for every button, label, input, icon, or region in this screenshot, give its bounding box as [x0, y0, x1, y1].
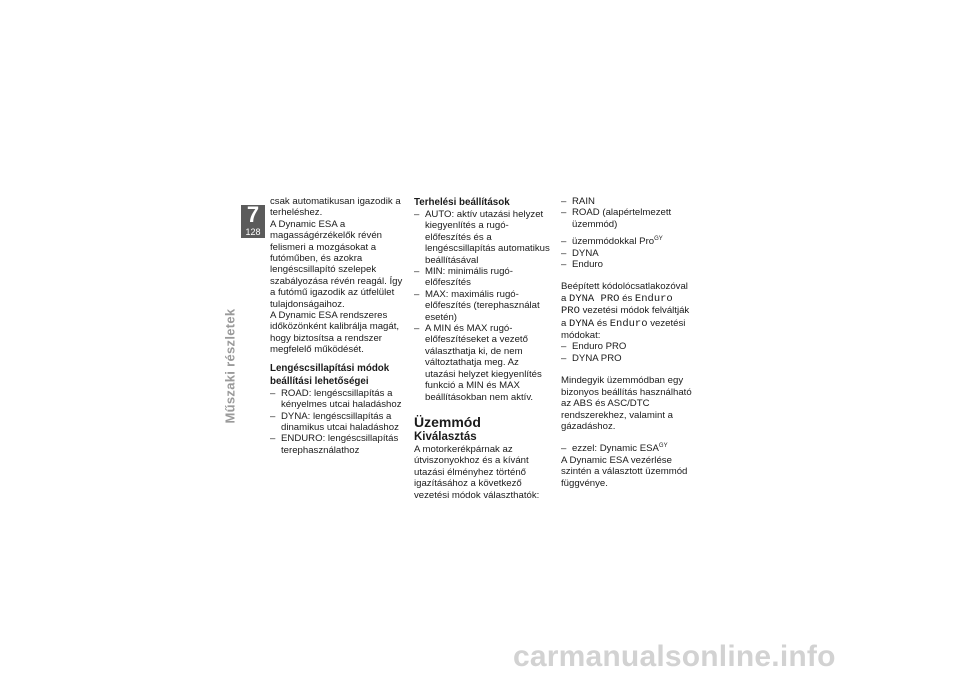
damping-modes-heading: Lengéscsillapítási módok beállítási lehetőségei	[270, 362, 390, 387]
subsection-title: Kiválasztás	[414, 430, 477, 443]
load-settings-heading: Terhelési beállítások	[414, 197, 510, 208]
esa-control-paragraph: A Dynamic ESA vezérlése szintén a választott üzemmód függvénye.	[561, 454, 688, 489]
list-item: – AUTO: aktív utazási helyzet kiegyenlítés a rugó-előfeszítés és a lengéscsillapítás automatikus beállításával	[414, 209, 550, 266]
page-number: 128	[245, 227, 261, 237]
list-item: – Enduro	[561, 259, 697, 270]
list-item: – DYNA PRO	[561, 353, 697, 364]
mode-selection-paragraph: A motorkerékpárnak az útviszonyokhoz és a kívánt utazási élményhez történő igazításához a következő vezetési módok választhatók:	[414, 443, 540, 501]
watermark-text: carmanualsonline.info	[513, 640, 836, 673]
esa-calibration-paragraph: A Dynamic ESA rendszeres időközönként kalibrálja magát, hogy biztosítsa a rendszer megfelelő működését.	[270, 310, 400, 356]
list-item: – ROAD (alapértelmezett üzemmód)	[561, 207, 697, 230]
list-item: – DYNA: lengéscsillapítás a dinamikus utcai haladáshoz	[270, 411, 403, 434]
side-section-title: Műszaki részletek	[222, 308, 238, 424]
esa-sensor-paragraph: A Dynamic ESA a magasságérzékelők révén felismeri a mozgásokat a futóműben, és azokra lengéscsillapító szelepek szabályozása révén reagál. Így a futómű igazodik az útfelület tulajdonságaihoz.	[270, 218, 403, 310]
list-item: – DYNA	[561, 248, 697, 259]
intro-text: csak automatikusan igazodik a terheléshez.	[270, 196, 401, 219]
column-1	[270, 196, 403, 456]
list-item: – A MIN és MAX rugó-előfeszítéseket a vezető választhatja ki, de nem változtathatja meg. Az utazási helyzet kiegyenlítés funkció a MIN és MAX beállításokban nem aktív.	[414, 323, 550, 403]
list-item: – MAX: maximális rugó-előfeszítés (terephasználat esetén)	[414, 289, 550, 323]
column-3	[561, 196, 697, 489]
list-item: – ROAD: lengéscsillapítás a kényelmes utcai haladáshoz	[270, 388, 403, 411]
list-item: – RAIN	[561, 196, 697, 207]
chapter-marker	[241, 202, 265, 238]
column-2	[414, 196, 550, 501]
list-item-pro: – üzemmódokkal Pro$^{GY}$	[561, 236, 697, 247]
list-item: – MIN: minimális rugó-előfeszítés	[414, 266, 550, 289]
abs-paragraph: Mindegyik üzemmódban egy bizonyos beállítás használható az ABS és ASC/DTC rendszerekhez, valamint a gázadáshoz.	[561, 375, 692, 432]
chapter-number: 7	[246, 202, 260, 227]
section-title: Üzemmód	[414, 413, 481, 430]
coding-plug-paragraph: Beépített kódolócsatlakozóval a DYNA PRO és Enduro PRO vezetési módok felváltják a DYNA és Enduro vezetési módokat:	[561, 281, 690, 342]
list-item-esa: – ezzel: Dynamic $ESA^{GY}$	[561, 443, 697, 454]
list-item: – ENDURO: lengéscsillapítás terephasználathoz	[270, 433, 403, 456]
list-item: – Enduro PRO	[561, 341, 697, 352]
